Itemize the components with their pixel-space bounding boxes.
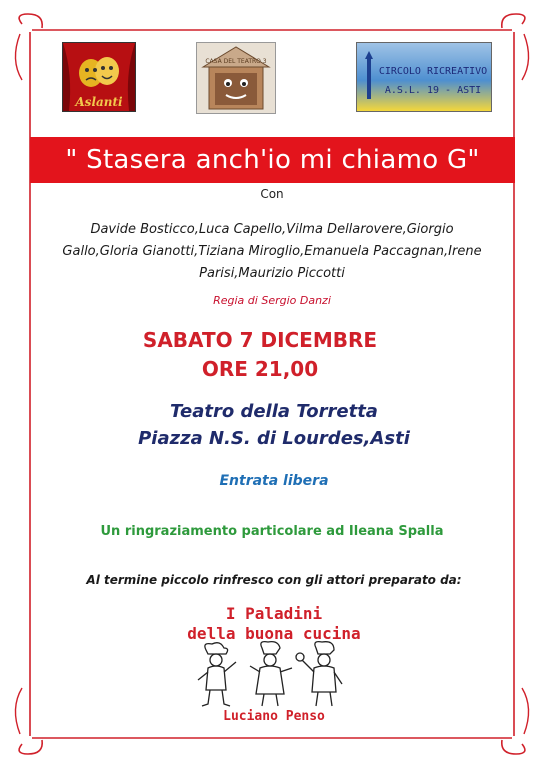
svg-text:CIRCOLO RICREATIVO: CIRCOLO RICREATIVO <box>378 66 488 77</box>
theatre-masks-icon <box>63 43 135 111</box>
cast-list <box>56 219 488 285</box>
refreshment-note: Al termine piccolo rinfresco con gli attori preparato da: <box>86 573 462 587</box>
event-venue <box>2 398 544 452</box>
cast-line: Gallo,Gloria Gianotti,Tiziana Miroglio,Emanuela Paccagnan,Irene <box>62 244 482 259</box>
circolo-logo-art <box>357 43 491 111</box>
cast-line: Parisi,Maurizio Piccotti <box>199 266 345 281</box>
casa-del-teatro-logo <box>196 42 276 114</box>
page-title: " Stasera anch'io mi chiamo G" <box>65 145 480 175</box>
venue-address: Piazza N.S. di Lourdes,Asti <box>138 428 410 449</box>
caterer-line: della buona cucina <box>187 624 361 643</box>
chef-icon <box>198 643 236 706</box>
caterer-line: I Paladini <box>225 604 323 623</box>
circolo-ricreativo-logo <box>356 42 492 112</box>
free-entry-note: Entrata libera <box>219 473 329 489</box>
chefs-illustration <box>190 640 358 708</box>
chef-icon <box>250 642 292 706</box>
svg-text:CASA DEL TEATRO 3: CASA DEL TEATRO 3 <box>205 58 267 65</box>
con-label: Con <box>260 187 284 201</box>
event-time: ORE 21,00 <box>201 357 319 381</box>
director-credit: Regia di Sergio Danzi <box>213 294 331 307</box>
chef-icon <box>296 642 342 706</box>
house-face-icon <box>197 43 275 113</box>
event-datetime <box>0 326 532 384</box>
aslanti-logo <box>62 42 136 112</box>
caterer-name <box>2 604 544 644</box>
special-thanks: Un ringraziamento particolare ad Ileana Spalla <box>100 524 444 539</box>
svg-text:A.S.L. 19 - ASTI: A.S.L. 19 - ASTI <box>384 85 482 96</box>
svg-text:Aslanti: Aslanti <box>75 95 123 109</box>
signature: Luciano Penso <box>223 709 325 724</box>
event-date: SABATO 7 DICEMBRE <box>142 328 378 352</box>
venue-name: Teatro della Torretta <box>170 401 378 422</box>
cast-line: Davide Bosticco,Luca Capello,Vilma Dellarovere,Giorgio <box>90 222 454 237</box>
